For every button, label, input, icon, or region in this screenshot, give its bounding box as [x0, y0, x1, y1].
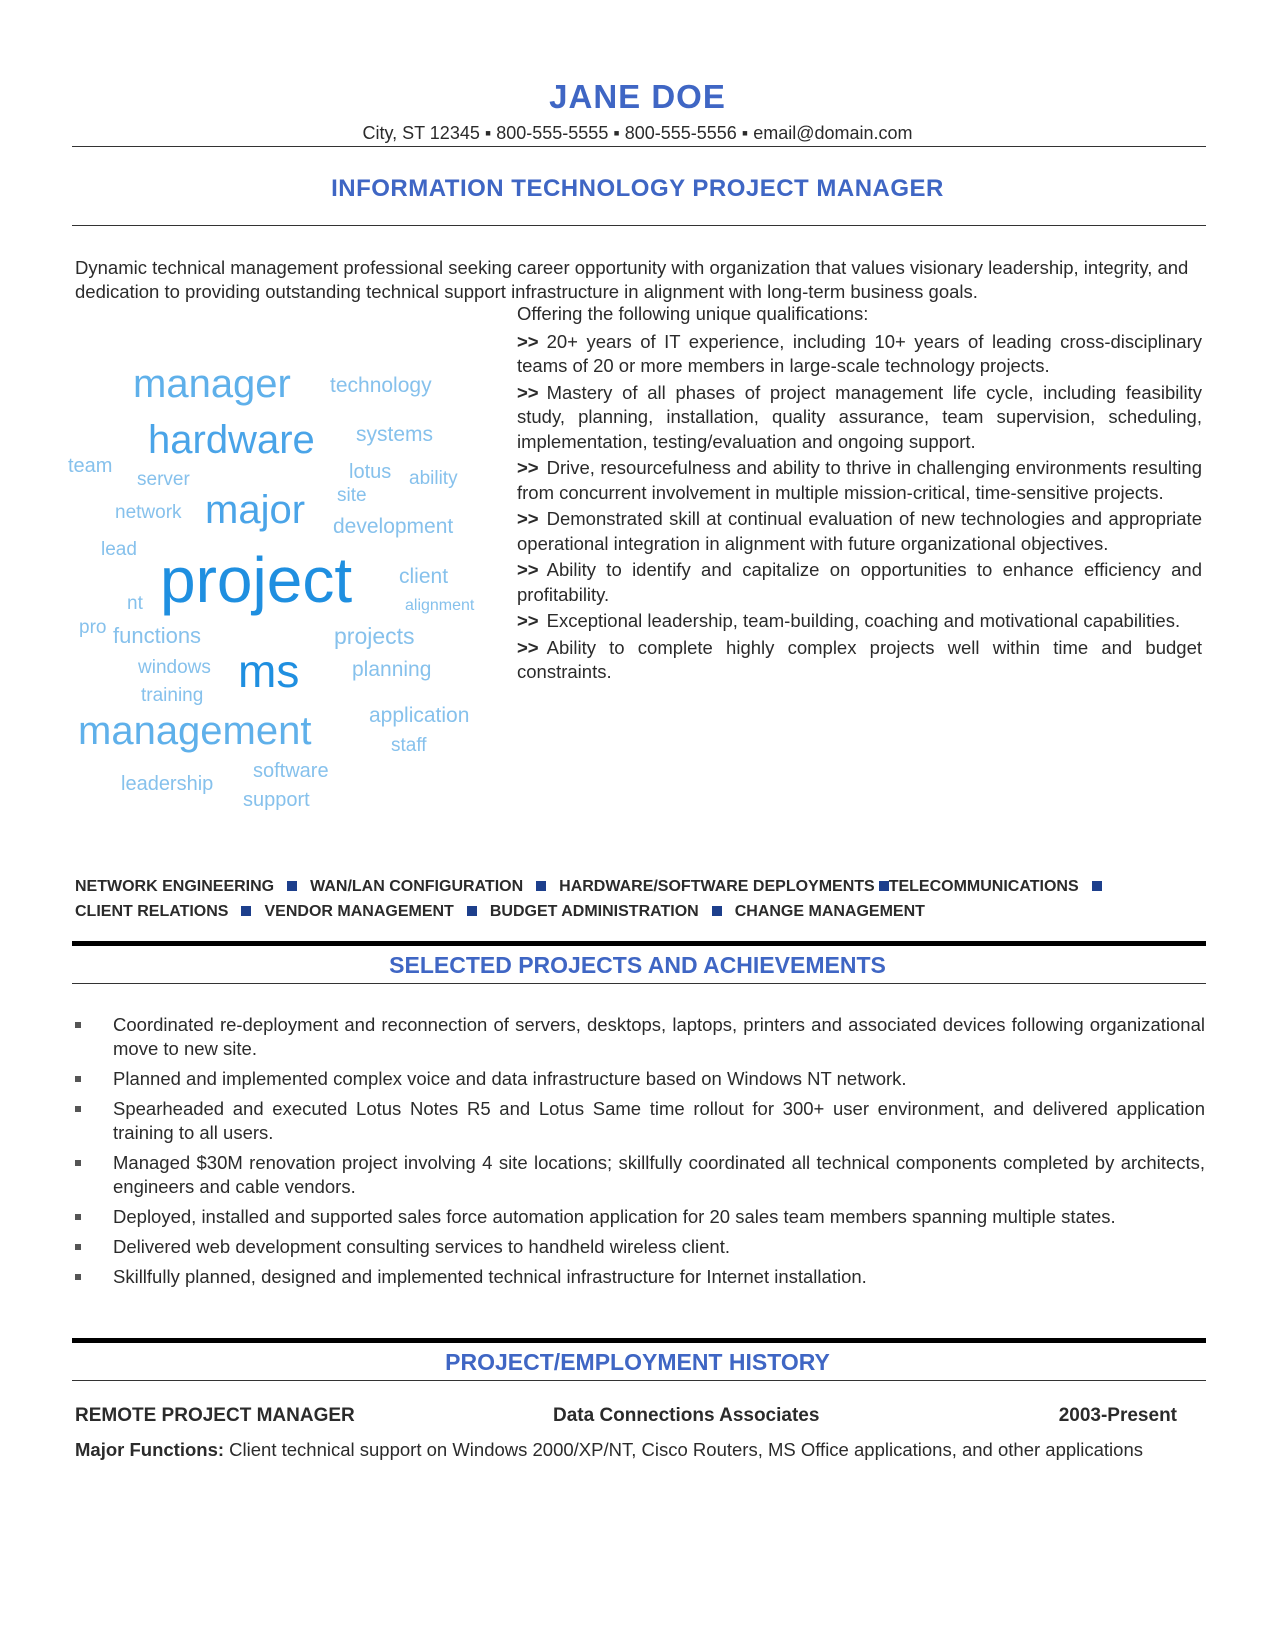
cloud-word: network [115, 502, 182, 523]
square-bullet-icon [287, 881, 297, 891]
qualification-item: >> Drive, resourcefulness and ability to thrive in challenging environments resulting from concurrent involvement in multiple mission-critical, time-sensitive projects. [517, 457, 1202, 503]
thick-divider [72, 1338, 1206, 1343]
cloud-word: functions [113, 623, 202, 648]
qualification-item: >> Demonstrated skill at continual evaluation of new technologies and appropriate operational integration in alignment with future organizational objectives. [517, 508, 1202, 554]
keyword: NETWORK ENGINEERING [75, 878, 275, 895]
arrow-marker: >> [517, 381, 539, 403]
cloud-word: systems [356, 423, 434, 446]
cloud-word: project [160, 544, 353, 616]
divider [72, 1380, 1206, 1381]
candidate-name: JANE DOE [549, 78, 726, 115]
arrow-marker: >> [517, 508, 539, 529]
arrow-marker: >> [517, 330, 539, 352]
history-role: REMOTE PROJECT MANAGER [75, 1405, 355, 1426]
list-item: Deployed, installed and supported sales force automation application for 20 sales team members spanning multiple states. [75, 1205, 1205, 1229]
cloud-word: projects [334, 623, 415, 649]
keyword: WAN/LAN CONFIGURATION [310, 878, 524, 895]
cloud-word: training [141, 685, 204, 706]
section-title-history: PROJECT/EMPLOYMENT HISTORY [445, 1349, 830, 1375]
qualifications-block [517, 302, 1202, 687]
cloud-word: nt [127, 593, 143, 614]
cloud-word: alignment [405, 597, 475, 614]
square-bullet-icon [467, 906, 477, 916]
keyword: HARDWARE/SOFTWARE DEPLOYMENTS [559, 878, 875, 895]
divider [72, 146, 1206, 147]
cloud-word: development [333, 515, 454, 538]
bullet-icon [75, 1244, 81, 1250]
keyword: CHANGE MANAGEMENT [734, 903, 925, 920]
cloud-word: management [78, 709, 312, 753]
cloud-word: software [253, 760, 329, 782]
arrow-marker: >> [517, 457, 539, 478]
arrow-marker: >> [517, 636, 539, 658]
functions-text: Client technical support on Windows 2000/XP/NT, Cisco Routers, MS Office applications, and other applications [229, 1439, 1143, 1460]
cloud-word: windows [138, 657, 211, 678]
square-bullet-icon [879, 881, 889, 891]
cloud-word: team [68, 455, 113, 477]
square-bullet-icon [536, 881, 546, 891]
square-bullet-icon [712, 906, 722, 916]
list-item: Managed $30M renovation project involving 4 site locations; skillfully coordinated all technical components completed by architects, engineers and cable vendors. [75, 1151, 1205, 1199]
cloud-word: ms [238, 645, 300, 697]
cloud-word: lead [101, 539, 137, 560]
keyword: BUDGET ADMINISTRATION [489, 903, 699, 920]
cloud-word: technology [330, 374, 432, 397]
qualification-item: >> Ability to identify and capitalize on opportunities to enhance efficiency and profitability. [517, 559, 1202, 605]
cloud-word: pro [79, 617, 107, 638]
square-bullet-icon [1092, 881, 1102, 891]
cloud-word: manager [133, 362, 291, 406]
list-item: Coordinated re-deployment and reconnection of servers, desktops, laptops, printers and associated devices following organizational move to new site. [75, 1013, 1205, 1061]
list-item: Skillfully planned, designed and implemented technical infrastructure for Internet installation. [75, 1265, 1205, 1289]
history-functions [75, 1438, 1205, 1462]
job-title: INFORMATION TECHNOLOGY PROJECT MANAGER [331, 175, 944, 202]
bullet-icon [75, 1214, 81, 1220]
section-title-achievements: SELECTED PROJECTS AND ACHIEVEMENTS [389, 952, 886, 978]
keyword: VENDOR MANAGEMENT [264, 903, 454, 920]
contact-info: City, ST 12345 ▪ 800-555-5555 ▪ 800-555-5556 ▪ email@domain.com [362, 123, 913, 143]
cloud-word: client [399, 565, 449, 588]
qualifications-intro: Offering the following unique qualifications: [517, 303, 869, 324]
history-company: Data Connections Associates [553, 1405, 820, 1426]
list-item: Spearheaded and executed Lotus Notes R5 and Lotus Same time rollout for 300+ user environment, and delivered application training to all users. [75, 1097, 1205, 1145]
divider [72, 225, 1206, 226]
qualification-item: >> Mastery of all phases of project management life cycle, including feasibility study, planning, installation, quality assurance, team supervision, scheduling, implementation, testing/evaluation and ongoing support. [517, 381, 1202, 452]
keyword: CLIENT RELATIONS [75, 903, 229, 920]
arrow-marker: >> [517, 559, 539, 580]
bullet-icon [75, 1076, 81, 1082]
cloud-word: ability [409, 468, 458, 489]
achievements-list [75, 1013, 1205, 1295]
core-competencies [75, 874, 1205, 924]
qualification-item: >> 20+ years of IT experience, including 10+ years of leading cross-disciplinary teams of 20 or more members in large-scale technology projects. [517, 330, 1202, 376]
summary-paragraph: Dynamic technical management professional seeking career opportunity with organization that values visionary leadership, integrity, and dedication to providing outstanding technical support infrastructure in alignment with long-term business goals. [75, 257, 1189, 302]
cloud-word: site [337, 485, 367, 506]
bullet-icon [75, 1106, 81, 1112]
cloud-word: planning [352, 658, 432, 681]
cloud-word: lotus [349, 461, 392, 483]
cloud-word: application [369, 704, 470, 727]
cloud-word: server [137, 469, 190, 490]
cloud-word: leadership [121, 773, 214, 795]
keyword: TELECOMMUNICATIONS [888, 878, 1079, 895]
cloud-word: major [205, 488, 306, 532]
divider [72, 983, 1206, 984]
qualification-item: >> Ability to complete highly complex projects well within time and budget constraints. [517, 636, 1202, 682]
functions-label: Major Functions: [75, 1439, 225, 1460]
square-bullet-icon [241, 906, 251, 916]
list-item: Delivered web development consulting services to handheld wireless client. [75, 1235, 1205, 1259]
list-item: Planned and implemented complex voice and data infrastructure based on Windows NT network. [75, 1067, 1205, 1091]
cloud-word: staff [391, 735, 427, 756]
bullet-icon [75, 1022, 81, 1028]
bullet-icon [75, 1274, 81, 1280]
cloud-word: hardware [148, 418, 315, 462]
history-dates: 2003-Present [1058, 1405, 1177, 1426]
thick-divider [72, 941, 1206, 946]
bullet-icon [75, 1160, 81, 1166]
arrow-marker: >> [517, 610, 539, 631]
cloud-word: support [243, 789, 310, 811]
qualification-item: >> Exceptional leadership, team-building, coaching and motivational capabilities. [517, 610, 1181, 631]
